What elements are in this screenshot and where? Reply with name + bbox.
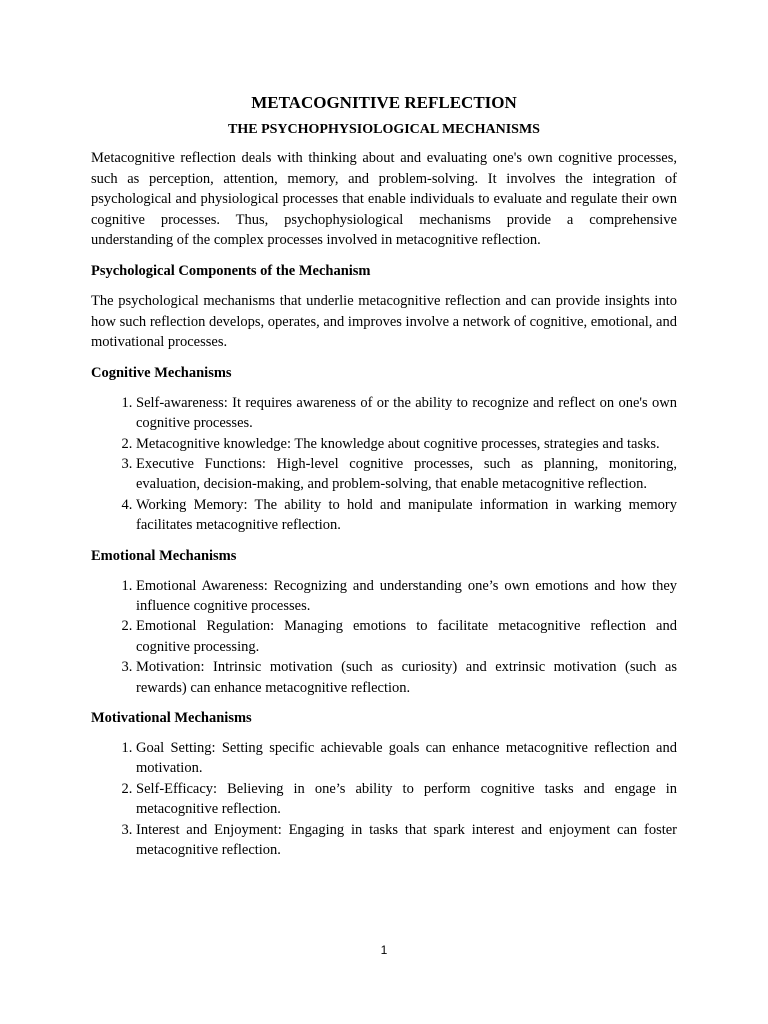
list-item: 3. Interest and Enjoyment: Engaging in tasks that spark interest and enjoyment can foster metacognitive reflection. bbox=[136, 820, 677, 861]
list-item: 3. Executive Functions: High-level cognitive processes, such as planning, monitoring, evaluation, decision-making, and problem-solving, that enable metacognitive reflection. bbox=[136, 454, 677, 495]
list-item: 3. Motivation: Intrinsic motivation (such as curiosity) and extrinsic motivation (such as rewards) can enhance metacognitive reflection. bbox=[136, 657, 677, 698]
motivational-mechanisms-heading: Motivational Mechanisms bbox=[91, 710, 252, 727]
list-item: 4. Working Memory: The ability to hold and manipulate information in warking memory facilitates metacognitive reflection. bbox=[136, 495, 677, 536]
list-item: 2. Emotional Regulation: Managing emotions to facilitate metacognitive reflection and cognitive processing. bbox=[136, 616, 677, 657]
psychological-components-paragraph: The psychological mechanisms that underlie metacognitive reflection and can provide insights into how such reflection develops, operates, and improves involve a network of cognitive, emotional, and motivational processes. bbox=[91, 292, 677, 351]
document-subtitle: THE PSYCHOPHYSIOLOGICAL MECHANISMS bbox=[228, 122, 540, 137]
page-number: 1 bbox=[380, 943, 388, 957]
cognitive-mechanisms-heading: Cognitive Mechanisms bbox=[91, 364, 232, 381]
emotional-mechanisms-heading: Emotional Mechanisms bbox=[91, 547, 237, 564]
list-item: 2. Self-Efficacy: Believing in one’s ability to perform cognitive tasks and engage in metacognitive reflection. bbox=[136, 779, 677, 820]
list-item: 1. Emotional Awareness: Recognizing and understanding one’s own emotions and how they influence cognitive processes. bbox=[136, 576, 677, 617]
document-page bbox=[91, 92, 677, 870]
intro-paragraph: Metacognitive reflection deals with thinking about and evaluating one's own cognitive processes, such as perception, attention, memory, and problem-solving. It involves the integration of psychological and physiological processes that enable individuals to evaluate and regulate their own cognitive processes. Thus, psychophysiological mechanisms provide a comprehensive understanding of the complex processes involved in metacognitive reflection. bbox=[91, 150, 677, 249]
cognitive-mechanisms-list bbox=[91, 393, 677, 536]
list-item: 2. Metacognitive knowledge: The knowledge about cognitive processes, strategies and tasks. bbox=[136, 434, 677, 454]
list-item: 1. Self-awareness: It requires awareness of or the ability to recognize and reflect on one's own cognitive processes. bbox=[136, 393, 677, 434]
document-title: METACOGNITIVE REFLECTION bbox=[251, 93, 517, 112]
motivational-mechanisms-list bbox=[91, 738, 677, 860]
list-item: 1. Goal Setting: Setting specific achievable goals can enhance metacognitive reflection and motivation. bbox=[136, 738, 677, 779]
psychological-components-heading: Psychological Components of the Mechanism bbox=[91, 262, 371, 279]
emotional-mechanisms-list bbox=[91, 576, 677, 698]
